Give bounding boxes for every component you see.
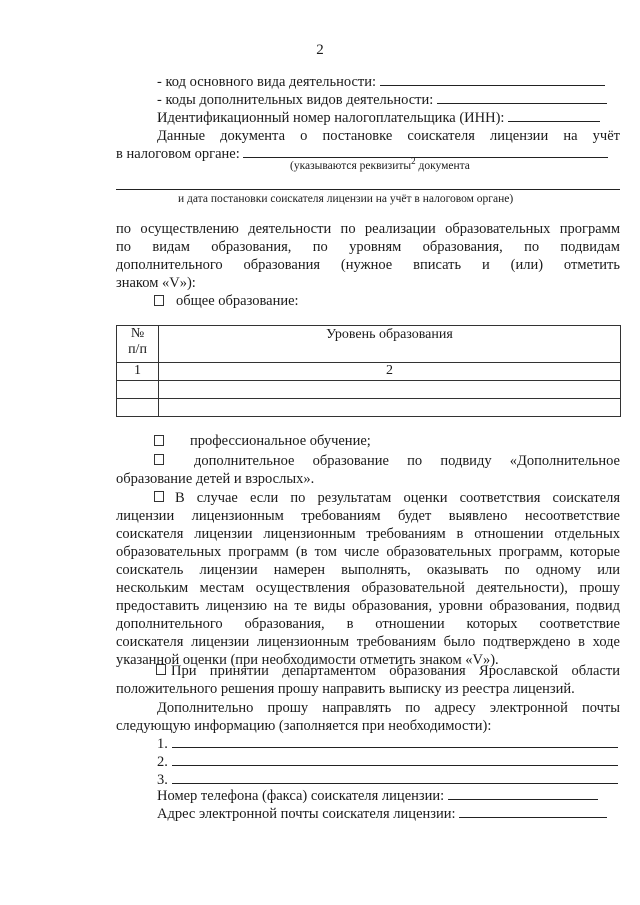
activity-paragraph-line-3: дополнительного образования (нужное вписать и (или) отметить xyxy=(116,257,620,273)
additional-activity-codes-row xyxy=(157,91,607,109)
extract-line-1: При принятии департаментом образования Ярославской области xyxy=(171,663,620,679)
table-cell: 2 xyxy=(159,363,621,381)
vocational-training-option xyxy=(154,433,371,450)
additional-education-line-2: образование детей и взрослых». xyxy=(116,471,315,487)
table-header-number xyxy=(117,326,159,363)
list-item-number: 1. xyxy=(157,736,168,752)
additional-education-checkbox[interactable] xyxy=(154,454,164,465)
table-cell[interactable] xyxy=(159,381,621,399)
extract-line-2: положительного решения прошу направить выписку из реестра лицензий. xyxy=(116,681,575,697)
table-cell[interactable] xyxy=(159,399,621,417)
assessment-line-2: лицензии лицензионным требованиям будет выявлено несоответствие xyxy=(116,508,620,524)
additional-activity-codes-field[interactable] xyxy=(437,91,607,104)
assessment-line-8: дополнительного образования, в отношении которых соответствие xyxy=(116,616,620,632)
inn-field[interactable] xyxy=(508,109,600,122)
email-field[interactable] xyxy=(459,805,607,818)
activity-paragraph-line-1: по осуществлению деятельности по реализации образовательных программ xyxy=(116,221,620,237)
assessment-line-7: предоставить лицензию на те виды образования, уровни образования, подвид xyxy=(116,598,620,614)
list-item-field-2[interactable] xyxy=(172,753,618,766)
education-level-table xyxy=(116,325,621,417)
table-header-row xyxy=(117,326,621,363)
assessment-checkbox-wrap xyxy=(154,489,176,506)
assessment-line-1: В случае если по результатам оценки соответствия соискателя xyxy=(175,490,620,506)
additional-education-checkbox-wrap xyxy=(154,452,176,469)
assessment-line-3: соискателя лицензии лицензионным требованиям в отношении отдельных xyxy=(116,526,620,542)
footnote-marker: 2 xyxy=(411,156,416,167)
list-item xyxy=(157,735,618,753)
list-item-number: 2. xyxy=(157,754,168,770)
additional-activity-codes-label: - коды дополнительных видов деятельности: xyxy=(157,92,434,108)
assessment-checkbox[interactable] xyxy=(154,491,164,502)
email-label: Адрес электронной почты соискателя лицензии: xyxy=(157,806,456,822)
general-education-option xyxy=(154,293,299,310)
email-paragraph-line-2: следующую информацию (заполняется при необходимости): xyxy=(116,718,492,734)
assessment-line-10: указанной оценки (при необходимости отметить знаком «V»). xyxy=(116,652,499,668)
list-item-number: 3. xyxy=(157,772,168,788)
additional-education-line-1: дополнительное образование по подвиду «Дополнительное xyxy=(194,453,620,469)
assessment-line-5: соискатель лицензии намерен выполнять, оказывать по одному или xyxy=(116,562,620,578)
general-education-label: общее образование: xyxy=(176,293,299,309)
vocational-training-label: профессиональное обучение; xyxy=(190,433,371,449)
inn-label: Идентификационный номер налогоплательщика (ИНН): xyxy=(157,110,505,126)
list-item xyxy=(157,753,618,771)
inn-row xyxy=(157,109,600,127)
email-row xyxy=(157,805,607,823)
extract-checkbox[interactable] xyxy=(156,664,166,675)
table-row xyxy=(117,399,621,417)
requisites-hint-text-end: документа xyxy=(415,160,470,172)
email-paragraph-line-1: Дополнительно прошу направлять по адресу электронной почты xyxy=(157,700,620,716)
list-item-field-1[interactable] xyxy=(172,735,618,748)
assessment-line-4: образовательных программ (в том числе образовательных программ, которые xyxy=(116,544,620,560)
requisites-hint-text: (указываются реквизиты xyxy=(290,160,412,172)
requisites-hint xyxy=(290,156,470,173)
registration-date-hint: и дата постановки соискателя лицензии на учёт в налоговом органе) xyxy=(178,193,514,205)
table-header-number-abbr: п/п xyxy=(128,342,147,357)
main-activity-code-field[interactable] xyxy=(380,73,605,86)
tax-registration-field[interactable] xyxy=(243,145,608,158)
table-cell[interactable] xyxy=(117,399,159,417)
assessment-line-6: нескольким местам осуществления образовательной деятельности), прошу xyxy=(116,580,620,596)
activity-paragraph-line-2: по видам образования, по уровням образования, по подвидам xyxy=(116,239,620,255)
table-cell[interactable] xyxy=(117,381,159,399)
tax-registration-label: в налоговом органе: xyxy=(116,146,240,162)
table-cell: 1 xyxy=(117,363,159,381)
phone-row xyxy=(157,787,598,805)
main-activity-code-row xyxy=(157,73,605,91)
list-item-field-3[interactable] xyxy=(172,771,618,784)
table-row xyxy=(117,381,621,399)
assessment-line-9: соискателя лицензии лицензионным требованиям было подтверждено в ходе xyxy=(116,634,620,650)
page-number: 2 xyxy=(316,42,324,58)
vocational-training-checkbox[interactable] xyxy=(154,435,164,446)
extract-checkbox-wrap xyxy=(156,662,172,679)
tax-registration-date-field[interactable] xyxy=(116,189,620,190)
table-row xyxy=(117,363,621,381)
main-activity-code-label: - код основного вида деятельности: xyxy=(157,74,377,90)
general-education-checkbox[interactable] xyxy=(154,295,164,306)
phone-field[interactable] xyxy=(448,787,598,800)
table-header-level: Уровень образования xyxy=(159,326,621,363)
activity-paragraph-line-4: знаком «V»): xyxy=(116,275,196,291)
table-header-number-symbol: № xyxy=(130,326,145,341)
tax-registration-line-1: Данные документа о постановке соискателя лицензии на учёт xyxy=(157,128,620,144)
phone-label: Номер телефона (факса) соискателя лицензии: xyxy=(157,788,445,804)
